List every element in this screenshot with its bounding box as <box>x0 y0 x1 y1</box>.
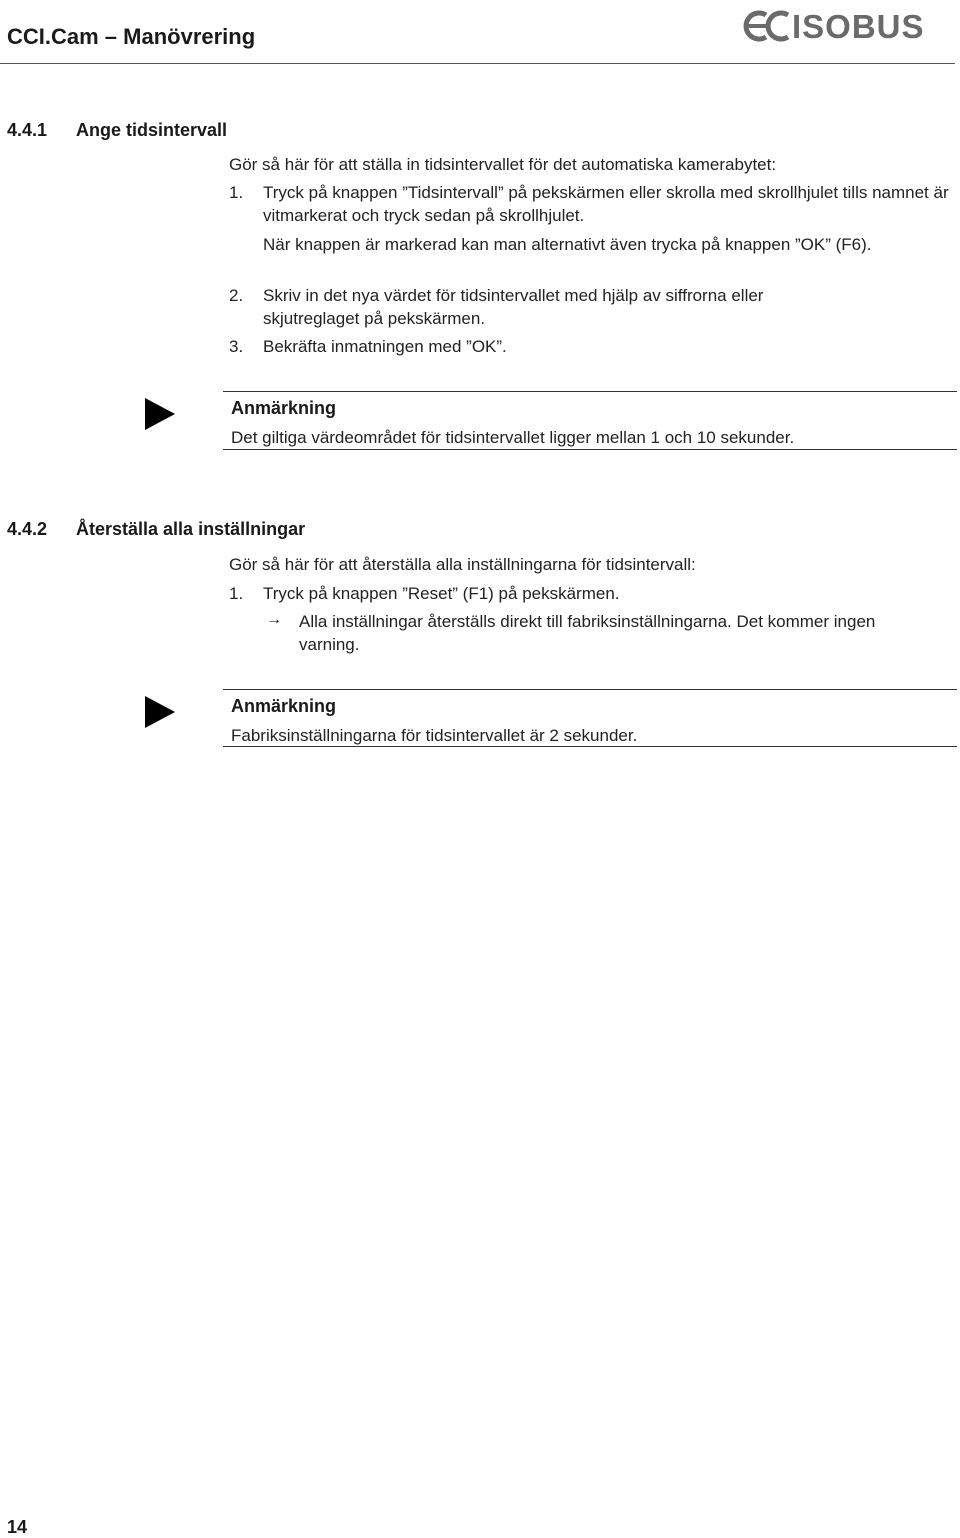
step-text: Skriv in det nya värdet för tidsintervallet med hjälp av siffrorna eller skjutreglaget på pekskärmen. <box>263 286 764 328</box>
note-triangle-icon <box>145 398 175 430</box>
section-intro: Gör så här för att ställa in tidsintervallet för det automatiska kamerabytet: <box>229 155 777 174</box>
result-arrow-icon: → <box>266 611 282 628</box>
note-label: Anmärkning <box>231 696 337 716</box>
note-bottom-rule <box>223 449 957 450</box>
note-text: Fabriksinställningarna för tidsintervallet är 2 sekunder. <box>231 726 638 745</box>
step-text: Tryck på knappen ”Reset” (F1) på pekskärmen. <box>263 584 620 603</box>
section-title: Ange tidsintervall <box>76 120 228 140</box>
header-divider <box>0 63 955 64</box>
note-top-rule <box>223 391 957 392</box>
note-text: Det giltiga värdeområdet för tidsintervallet ligger mellan 1 och 10 sekunder. <box>231 428 795 447</box>
section-number: 4.4.1 <box>7 120 48 140</box>
note-top-rule <box>223 689 957 690</box>
note-label: Anmärkning <box>231 398 337 418</box>
step-text: Tryck på knappen ”Tidsintervall” på pekskärmen eller skrolla med skrollhjulet tills namnet är vitmarkerat och tryck sedan på skrollhjulet. <box>263 183 949 225</box>
section-intro: Gör så här för att återställa alla inställningarna för tidsintervall: <box>229 555 696 574</box>
page-number: 14 <box>7 1517 28 1537</box>
svg-text:ISOBUS: ISOBUS <box>792 8 925 45</box>
step-text: Bekräfta inmatningen med ”OK”. <box>263 337 507 356</box>
section-number: 4.4.2 <box>7 519 48 539</box>
section-title: Återställa alla inställningar <box>76 519 306 539</box>
step-number: 1. <box>229 584 244 603</box>
step-extra-text: När knappen är markerad kan man alternativt även trycka på knappen ”OK” (F6). <box>263 235 872 254</box>
step-number: 2. <box>229 286 244 305</box>
note-bottom-rule <box>223 746 957 747</box>
note-triangle-icon <box>145 696 175 728</box>
step-number: 3. <box>229 337 244 356</box>
step-number: 1. <box>229 183 244 202</box>
cc-isobus-logo <box>742 6 947 46</box>
document-header-title: CCI.Cam – Manövrering <box>7 24 256 49</box>
step-result-text: Alla inställningar återställs direkt till fabriksinställningarna. Det kommer ingen varning. <box>299 612 876 654</box>
